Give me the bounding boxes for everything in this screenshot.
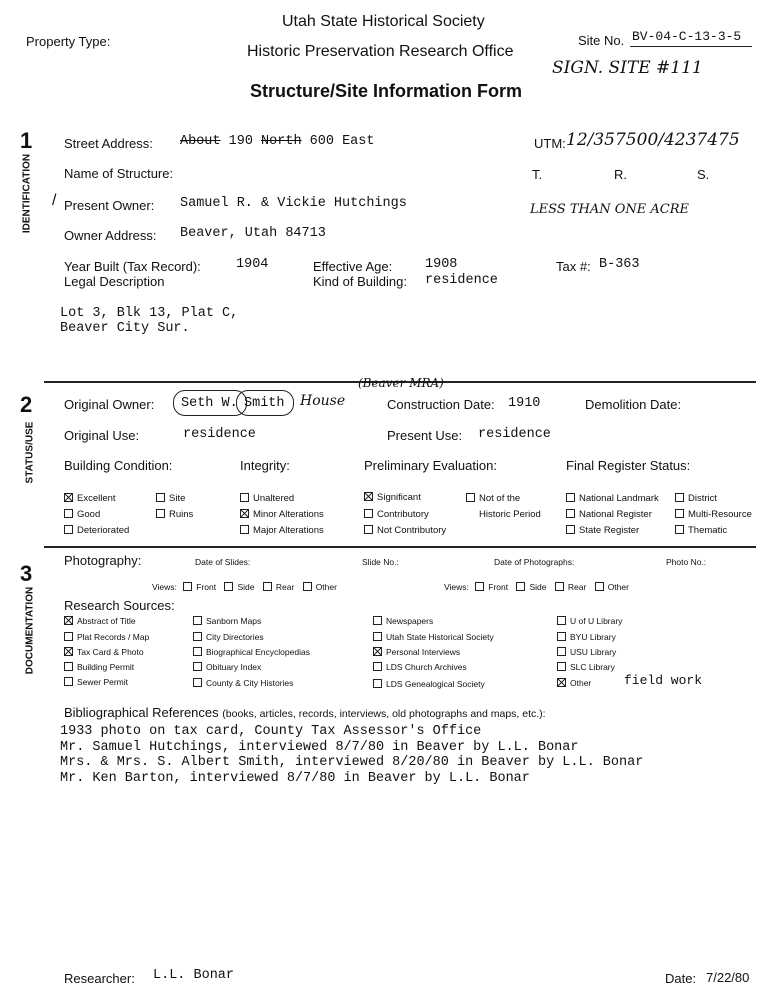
- site-no-underline: [630, 46, 752, 47]
- tax-label: Tax #:: [556, 259, 591, 274]
- checkbox-icon[interactable]: [555, 582, 564, 591]
- utm-label: UTM:: [534, 136, 566, 151]
- owner-address-value: Beaver, Utah 84713: [180, 226, 326, 241]
- checkbox-icon[interactable]: [364, 509, 373, 518]
- checkbox-icon[interactable]: [557, 647, 566, 656]
- section-3-side-label: DOCUMENTATION: [24, 586, 36, 675]
- township-label: T.: [532, 167, 543, 182]
- source-lds-church-archives[interactable]: LDS Church Archives: [373, 662, 467, 672]
- checkbox-icon[interactable]: [240, 493, 249, 502]
- checkbox-icon[interactable]: [364, 525, 373, 534]
- demolition-date-label: Demolition Date:: [585, 397, 682, 412]
- checkbox-icon[interactable]: [373, 616, 382, 625]
- photo-no-label: Photo No.:: [666, 557, 707, 567]
- present-use-label: Present Use:: [387, 428, 463, 443]
- site-hand-note: SIGN. SITE #111: [552, 58, 703, 78]
- researcher-value: L.L. Bonar: [153, 968, 235, 983]
- checkbox-icon[interactable]: [240, 509, 249, 518]
- source-newspapers[interactable]: Newspapers: [373, 616, 433, 626]
- source-usu-library[interactable]: USU Library: [557, 647, 616, 657]
- office-name: Historic Preservation Research Office: [247, 43, 514, 60]
- source-building-permit[interactable]: Building Permit: [64, 662, 134, 672]
- section-2-side-label: STATUS/USE: [24, 421, 36, 484]
- integrity-label: Integrity:: [240, 458, 290, 473]
- checkbox-icon[interactable]: [64, 662, 73, 671]
- checkbox-icon[interactable]: [373, 679, 382, 688]
- original-owner-last: Smith: [244, 396, 285, 411]
- source-utah-state-historical[interactable]: Utah State Historical Society: [373, 632, 494, 642]
- section-1-side-label: IDENTIFICATION: [21, 153, 33, 234]
- researcher-label: Researcher:: [64, 971, 135, 986]
- biblio-line-2: Mr. Samuel Hutchings, interviewed 8/7/80 in Beaver by L.L. Bonar: [60, 740, 579, 755]
- source-u-of-u-library[interactable]: U of U Library: [557, 616, 622, 626]
- original-owner-label: Original Owner:: [64, 397, 155, 412]
- source-other-value: field work: [624, 673, 703, 688]
- checkbox-icon[interactable]: [516, 582, 525, 591]
- source-tax-card[interactable]: Tax Card & Photo: [64, 647, 144, 657]
- checkbox-icon[interactable]: [64, 647, 73, 656]
- final-register-status-label: Final Register Status:: [566, 458, 691, 473]
- checkbox-icon[interactable]: [263, 582, 272, 591]
- photos-date-label: Date of Photographs:: [494, 557, 575, 567]
- effective-age-value: 1908: [425, 257, 458, 272]
- org-name: Utah State Historical Society: [282, 13, 485, 30]
- prelim-not-contributory[interactable]: Not Contributory: [364, 525, 446, 536]
- checkbox-icon[interactable]: [193, 616, 202, 625]
- tax-value: B-363: [599, 257, 640, 272]
- slides-date-label: Date of Slides:: [195, 557, 251, 567]
- checkbox-icon[interactable]: [557, 678, 566, 687]
- acre-note: LESS THAN ONE ACRE: [530, 202, 690, 217]
- bibliographical-references-sub: (books, articles, records, interviews, old photographs and maps, etc.):: [222, 708, 546, 720]
- original-use-label: Original Use:: [64, 428, 140, 443]
- section-2-number: 2: [20, 392, 33, 417]
- bibliographical-references-label: Bibliographical References (books, articles, records, interviews, old photographs and maps, etc.):: [64, 705, 546, 720]
- final-thematic[interactable]: Thematic: [675, 525, 727, 536]
- site-no-label: Site No.: [578, 33, 625, 48]
- checkbox-icon[interactable]: [557, 632, 566, 641]
- condition-deteriorated[interactable]: Deteriorated: [64, 525, 129, 536]
- prelim-historic-period: Historic Period: [479, 509, 541, 520]
- checkbox-icon[interactable]: [373, 632, 382, 641]
- preliminary-evaluation-label: Preliminary Evaluation:: [364, 458, 497, 473]
- present-owner-value: Samuel R. & Vickie Hutchings: [180, 196, 407, 211]
- prelim-significant[interactable]: Significant: [364, 492, 421, 503]
- checkbox-icon[interactable]: [364, 492, 373, 501]
- building-condition-label: Building Condition:: [64, 458, 173, 473]
- date-value: 7/22/80: [706, 970, 750, 985]
- property-type-label: Property Type:: [26, 34, 111, 49]
- checkbox-icon[interactable]: [566, 493, 575, 502]
- integrity-unaltered[interactable]: Unaltered: [240, 493, 294, 504]
- biblio-line-4: Mr. Ken Barton, interviewed 8/7/80 in Beaver by L.L. Bonar: [60, 771, 530, 786]
- utm-value: 12/357500/4237475: [566, 130, 740, 150]
- checkbox-icon[interactable]: [566, 525, 575, 534]
- present-use-value: residence: [478, 427, 551, 442]
- section-3-number: 3: [20, 561, 33, 586]
- prelim-contributory[interactable]: Contributory: [364, 509, 429, 520]
- final-state-register[interactable]: State Register: [566, 525, 639, 536]
- source-county-city-histories[interactable]: County & City Histories: [193, 678, 293, 688]
- street-struck-north: North: [261, 134, 302, 149]
- checkbox-icon[interactable]: [373, 647, 382, 656]
- checkbox-icon[interactable]: [595, 582, 604, 591]
- slide-no-label: Slide No.:: [362, 557, 399, 567]
- legal-line-2: Beaver City Sur.: [60, 321, 190, 336]
- checkbox-icon[interactable]: [156, 493, 165, 502]
- section-label: S.: [697, 167, 710, 182]
- construction-date-label: Construction Date:: [387, 397, 495, 412]
- form-title: Structure/Site Information Form: [250, 81, 523, 101]
- checkbox-icon[interactable]: [64, 677, 73, 686]
- checkbox-icon[interactable]: [557, 662, 566, 671]
- construction-date-value: 1910: [508, 396, 541, 411]
- street-rest: 600 East: [309, 134, 375, 149]
- source-personal-interviews[interactable]: Personal Interviews: [373, 647, 460, 657]
- house-note: House: [300, 393, 346, 409]
- checkbox-icon[interactable]: [64, 525, 73, 534]
- checkbox-icon[interactable]: [64, 616, 73, 625]
- source-slc-library[interactable]: SLC Library: [557, 662, 615, 672]
- checkbox-icon[interactable]: [566, 509, 575, 518]
- kind-of-building-value: residence: [425, 273, 498, 288]
- prelim-not-of-period[interactable]: Not of the: [466, 493, 520, 504]
- checkbox-icon[interactable]: [675, 509, 684, 518]
- final-national-register[interactable]: National Register: [566, 509, 652, 520]
- source-biographical-encyclopedias[interactable]: Biographical Encyclopedias: [193, 647, 310, 657]
- checkbox-icon[interactable]: [675, 493, 684, 502]
- year-built-value: 1904: [236, 257, 269, 272]
- range-label: R.: [614, 167, 627, 182]
- checkbox-icon[interactable]: [193, 678, 202, 687]
- checkbox-icon[interactable]: [303, 582, 312, 591]
- checkbox-icon[interactable]: [183, 582, 192, 591]
- source-other[interactable]: Other: [557, 678, 591, 688]
- checkbox-icon[interactable]: [193, 647, 202, 656]
- checkbox-icon[interactable]: [557, 616, 566, 625]
- checkbox-icon[interactable]: [475, 582, 484, 591]
- checkbox-icon[interactable]: [193, 662, 202, 671]
- source-lds-genealogical[interactable]: LDS Genealogical Society: [373, 679, 485, 689]
- street-address-label: Street Address:: [64, 136, 153, 151]
- photo-views: Views: Front Side Rear Other: [444, 582, 629, 592]
- checkbox-icon[interactable]: [64, 493, 73, 502]
- source-abstract-of-title[interactable]: Abstract of Title: [64, 616, 136, 626]
- legal-line-1: Lot 3, Blk 13, Plat C,: [60, 306, 239, 321]
- mra-note: (Beaver MRA): [358, 376, 444, 390]
- section-2-divider: [44, 546, 756, 548]
- site-no-value: BV-04-C-13-3-5: [632, 29, 742, 44]
- kind-of-building-label: Kind of Building:: [313, 274, 407, 289]
- legal-description-label: Legal Description: [64, 274, 165, 289]
- present-owner-label: Present Owner:: [64, 198, 155, 213]
- checkbox-icon[interactable]: [373, 662, 382, 671]
- original-owner-first: Seth W.: [181, 396, 238, 411]
- checkbox-icon[interactable]: [156, 509, 165, 518]
- year-built-label: Year Built (Tax Record):: [64, 259, 201, 274]
- integrity-major[interactable]: Major Alterations: [240, 525, 324, 536]
- final-district[interactable]: District: [675, 493, 717, 504]
- original-use-value: residence: [183, 427, 256, 442]
- effective-age-label: Effective Age:: [313, 259, 393, 274]
- research-sources-label: Research Sources:: [64, 598, 175, 613]
- checkbox-icon[interactable]: [466, 493, 475, 502]
- final-national-landmark[interactable]: National Landmark: [566, 493, 659, 504]
- source-byu-library[interactable]: BYU Library: [557, 632, 616, 642]
- integrity-minor[interactable]: Minor Alterations: [240, 509, 324, 520]
- biblio-line-3: Mrs. & Mrs. S. Albert Smith, interviewed 8/20/80 in Beaver by L.L. Bonar: [60, 755, 644, 770]
- biblio-line-1: 1933 photo on tax card, County Tax Assessor's Office: [60, 724, 482, 739]
- source-sewer-permit[interactable]: Sewer Permit: [64, 677, 128, 687]
- checkbox-icon[interactable]: [675, 525, 684, 534]
- checkbox-icon[interactable]: [240, 525, 249, 534]
- owner-address-label: Owner Address:: [64, 228, 157, 243]
- condition-site[interactable]: Site: [156, 493, 185, 504]
- checkbox-icon[interactable]: [64, 509, 73, 518]
- date-label: Date:: [665, 971, 697, 986]
- owner-tick-mark: /: [52, 192, 57, 209]
- condition-excellent[interactable]: Excellent: [64, 493, 116, 504]
- final-multi-resource[interactable]: Multi-Resource: [675, 509, 752, 520]
- street-struck-about: About: [180, 134, 221, 149]
- condition-good[interactable]: Good: [64, 509, 100, 520]
- source-plat-records[interactable]: Plat Records / Map: [64, 632, 149, 642]
- checkbox-icon[interactable]: [193, 632, 202, 641]
- section-1-number: 1: [20, 128, 33, 153]
- source-obituary-index[interactable]: Obituary Index: [193, 662, 261, 672]
- source-city-directories[interactable]: City Directories: [193, 632, 264, 642]
- source-sanborn-maps[interactable]: Sanborn Maps: [193, 616, 261, 626]
- structure-name-label: Name of Structure:: [64, 166, 174, 181]
- photography-label: Photography:: [64, 553, 142, 568]
- condition-ruins[interactable]: Ruins: [156, 509, 193, 520]
- street-address-value: [180, 134, 374, 149]
- checkbox-icon[interactable]: [64, 632, 73, 641]
- slide-views: Views: Front Side Rear Other: [152, 582, 337, 592]
- checkbox-icon[interactable]: [224, 582, 233, 591]
- street-number: 190: [228, 134, 253, 149]
